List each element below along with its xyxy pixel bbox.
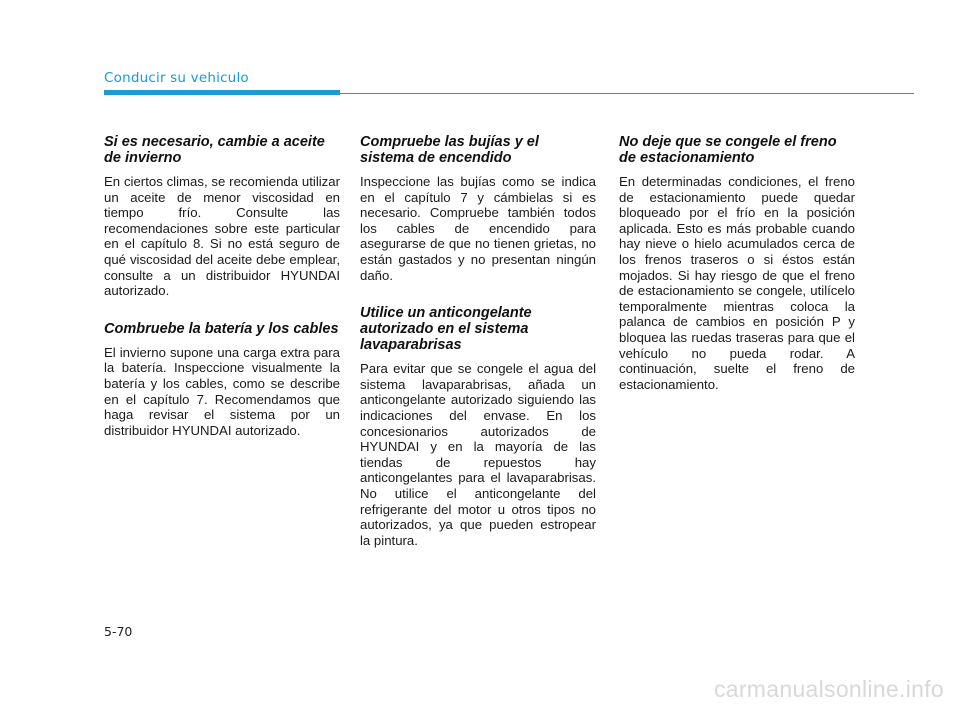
watermark-text: carmanualsonline.info <box>713 676 944 702</box>
heading-spark-plugs: Compruebe las bujías y el sistema de encendido <box>360 134 539 166</box>
paragraph-spark-plugs: Inspeccione las bujías como se indica en el capítulo 7 y cámbielas si es necesario. Compruebe también todos los cables de encendido para asegurarse de que no tienen grietas, no están gastados y no presentan ningún daño. <box>360 174 596 283</box>
paragraph-washer-antifreeze: Para evitar que se congele el agua del sistema lavaparabrisas, añada un anticongelante autorizado siguiendo las indicaciones del envase. En los concesionarios autorizados de HYUNDAI y en la mayoría de las tiendas de repuestos hay anticongelantes para el lavaparabrisas. No utilice el anticongelante del refrigerante del motor u otros tipos no autorizados, ya que pueden estropear la pintura. <box>360 361 596 548</box>
column-3 <box>619 134 855 414</box>
heading-washer-antifreeze: Utilice un anticongelante autorizado en el sistema lavaparabrisas <box>360 305 532 354</box>
heading-parking-brake: No deje que se congele el freno de estacionamiento <box>619 134 837 166</box>
paragraph-winter-oil: En ciertos climas, se recomienda utilizar un aceite de menor viscosidad en tiempo frío. Consulte las recomendaciones sobre este particular en el capítulo 8. Si no está seguro de qué viscosidad del aceite debe emplear, consulte a un distribuidor HYUNDAI autorizado. <box>104 174 340 299</box>
paragraph-battery-cables: El invierno supone una carga extra para la batería. Inspeccione visualmente la batería y los cables, como se describe en el capítulo 7. Recomendamos que haga revisar el sistema por un distribuidor HYUNDAI autorizado. <box>104 344 340 438</box>
header-rule-thick <box>104 90 340 95</box>
header-rule-thin <box>340 93 914 94</box>
section-header-title: Conducir su vehiculo <box>104 70 249 86</box>
paragraph-parking-brake: En determinadas condiciones, el freno de estacionamiento puede quedar bloqueado por el frío en la posición aplicada. Esto es más probable cuando hay nieve o hielo acumulados cerca de los frenos traseros o si éstos están mojados. Si hay riesgo de que el freno de estacionamiento se congele, utilícelo temporalmente mientras coloca la palanca de cambios en posición P y bloquea las ruedas traseras para que el vehículo no pueda rodar. A continuación, suelte el freno de estacionamiento. <box>619 174 855 392</box>
heading-battery-cables: Combruebe la batería y los cables <box>104 320 339 337</box>
column-2 <box>360 134 596 570</box>
page-number: 5-70 <box>104 624 133 639</box>
heading-winter-oil: Si es necesario, cambie a aceite de invierno <box>104 134 325 166</box>
column-1 <box>104 134 340 460</box>
